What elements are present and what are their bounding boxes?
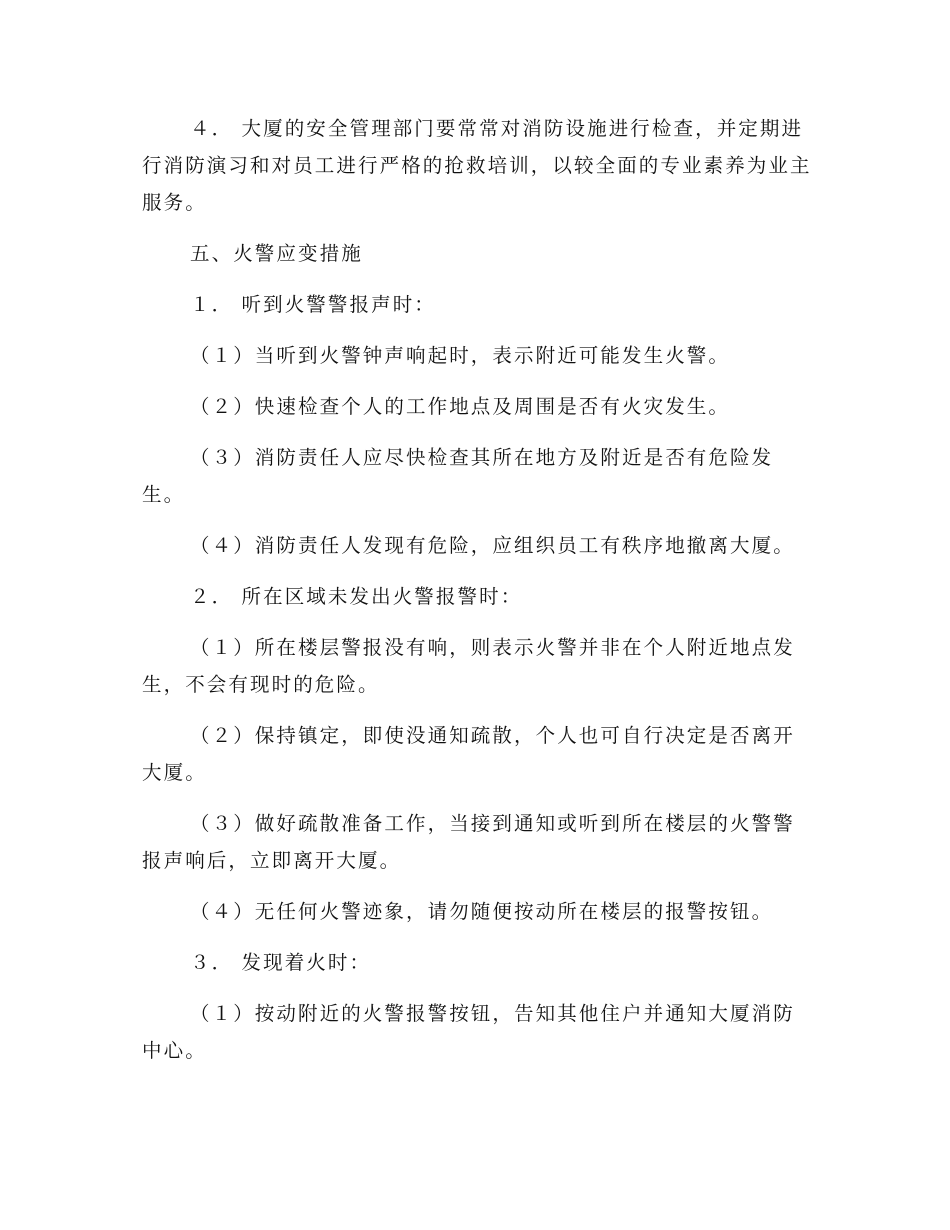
subheading-hear-alarm: １． 听到火警警报声时：: [190, 293, 436, 316]
list-item-2-4: （４）无任何火警迹象，请勿随便按动所在楼层的报警按钮。: [190, 900, 774, 923]
list-item-2-2: （２）保持镇定，即使没通知疏散，个人也可自行决定是否离开大厦。: [142, 724, 795, 784]
paragraph-item-4-inspection: ４． 大厦的安全管理部门要常常对消防设施进行检查，并定期进行消防演习和对员工进行严格的抢救培训，以较全面的专业素养为业主服务。: [142, 117, 812, 214]
section-heading-fire-response: 五、火警应变措施: [190, 242, 363, 265]
subheading-no-alarm: ２． 所在区域未发出火警报警时：: [190, 585, 523, 608]
subheading-fire-found: ３． 发现着火时：: [190, 951, 372, 974]
list-item-1-2: （２）快速检查个人的工作地点及周围是否有火灾发生。: [190, 395, 731, 418]
list-item-1-3: （３）消防责任人应尽快检查其所在地方及附近是否有危险发生。: [142, 446, 774, 506]
list-item-3-1: （１）按动附近的火警报警按钮，告知其他住户并通知大厦消防中心。: [142, 1002, 795, 1062]
document-body: [142, 110, 812, 1069]
list-item-1-1: （１）当听到火警钟声响起时，表示附近可能发生火警。: [190, 344, 731, 367]
list-item-1-4: （４）消防责任人发现有危险，应组织员工有秩序地撤离大厦。: [190, 534, 795, 557]
list-item-2-1: （１）所在楼层警报没有响，则表示火警并非在个人附近地点发生，不会有现时的危险。: [142, 636, 795, 696]
list-item-2-3: （３）做好疏散准备工作，当接到通知或听到所在楼层的火警警报声响后，立即离开大厦。: [142, 812, 795, 872]
